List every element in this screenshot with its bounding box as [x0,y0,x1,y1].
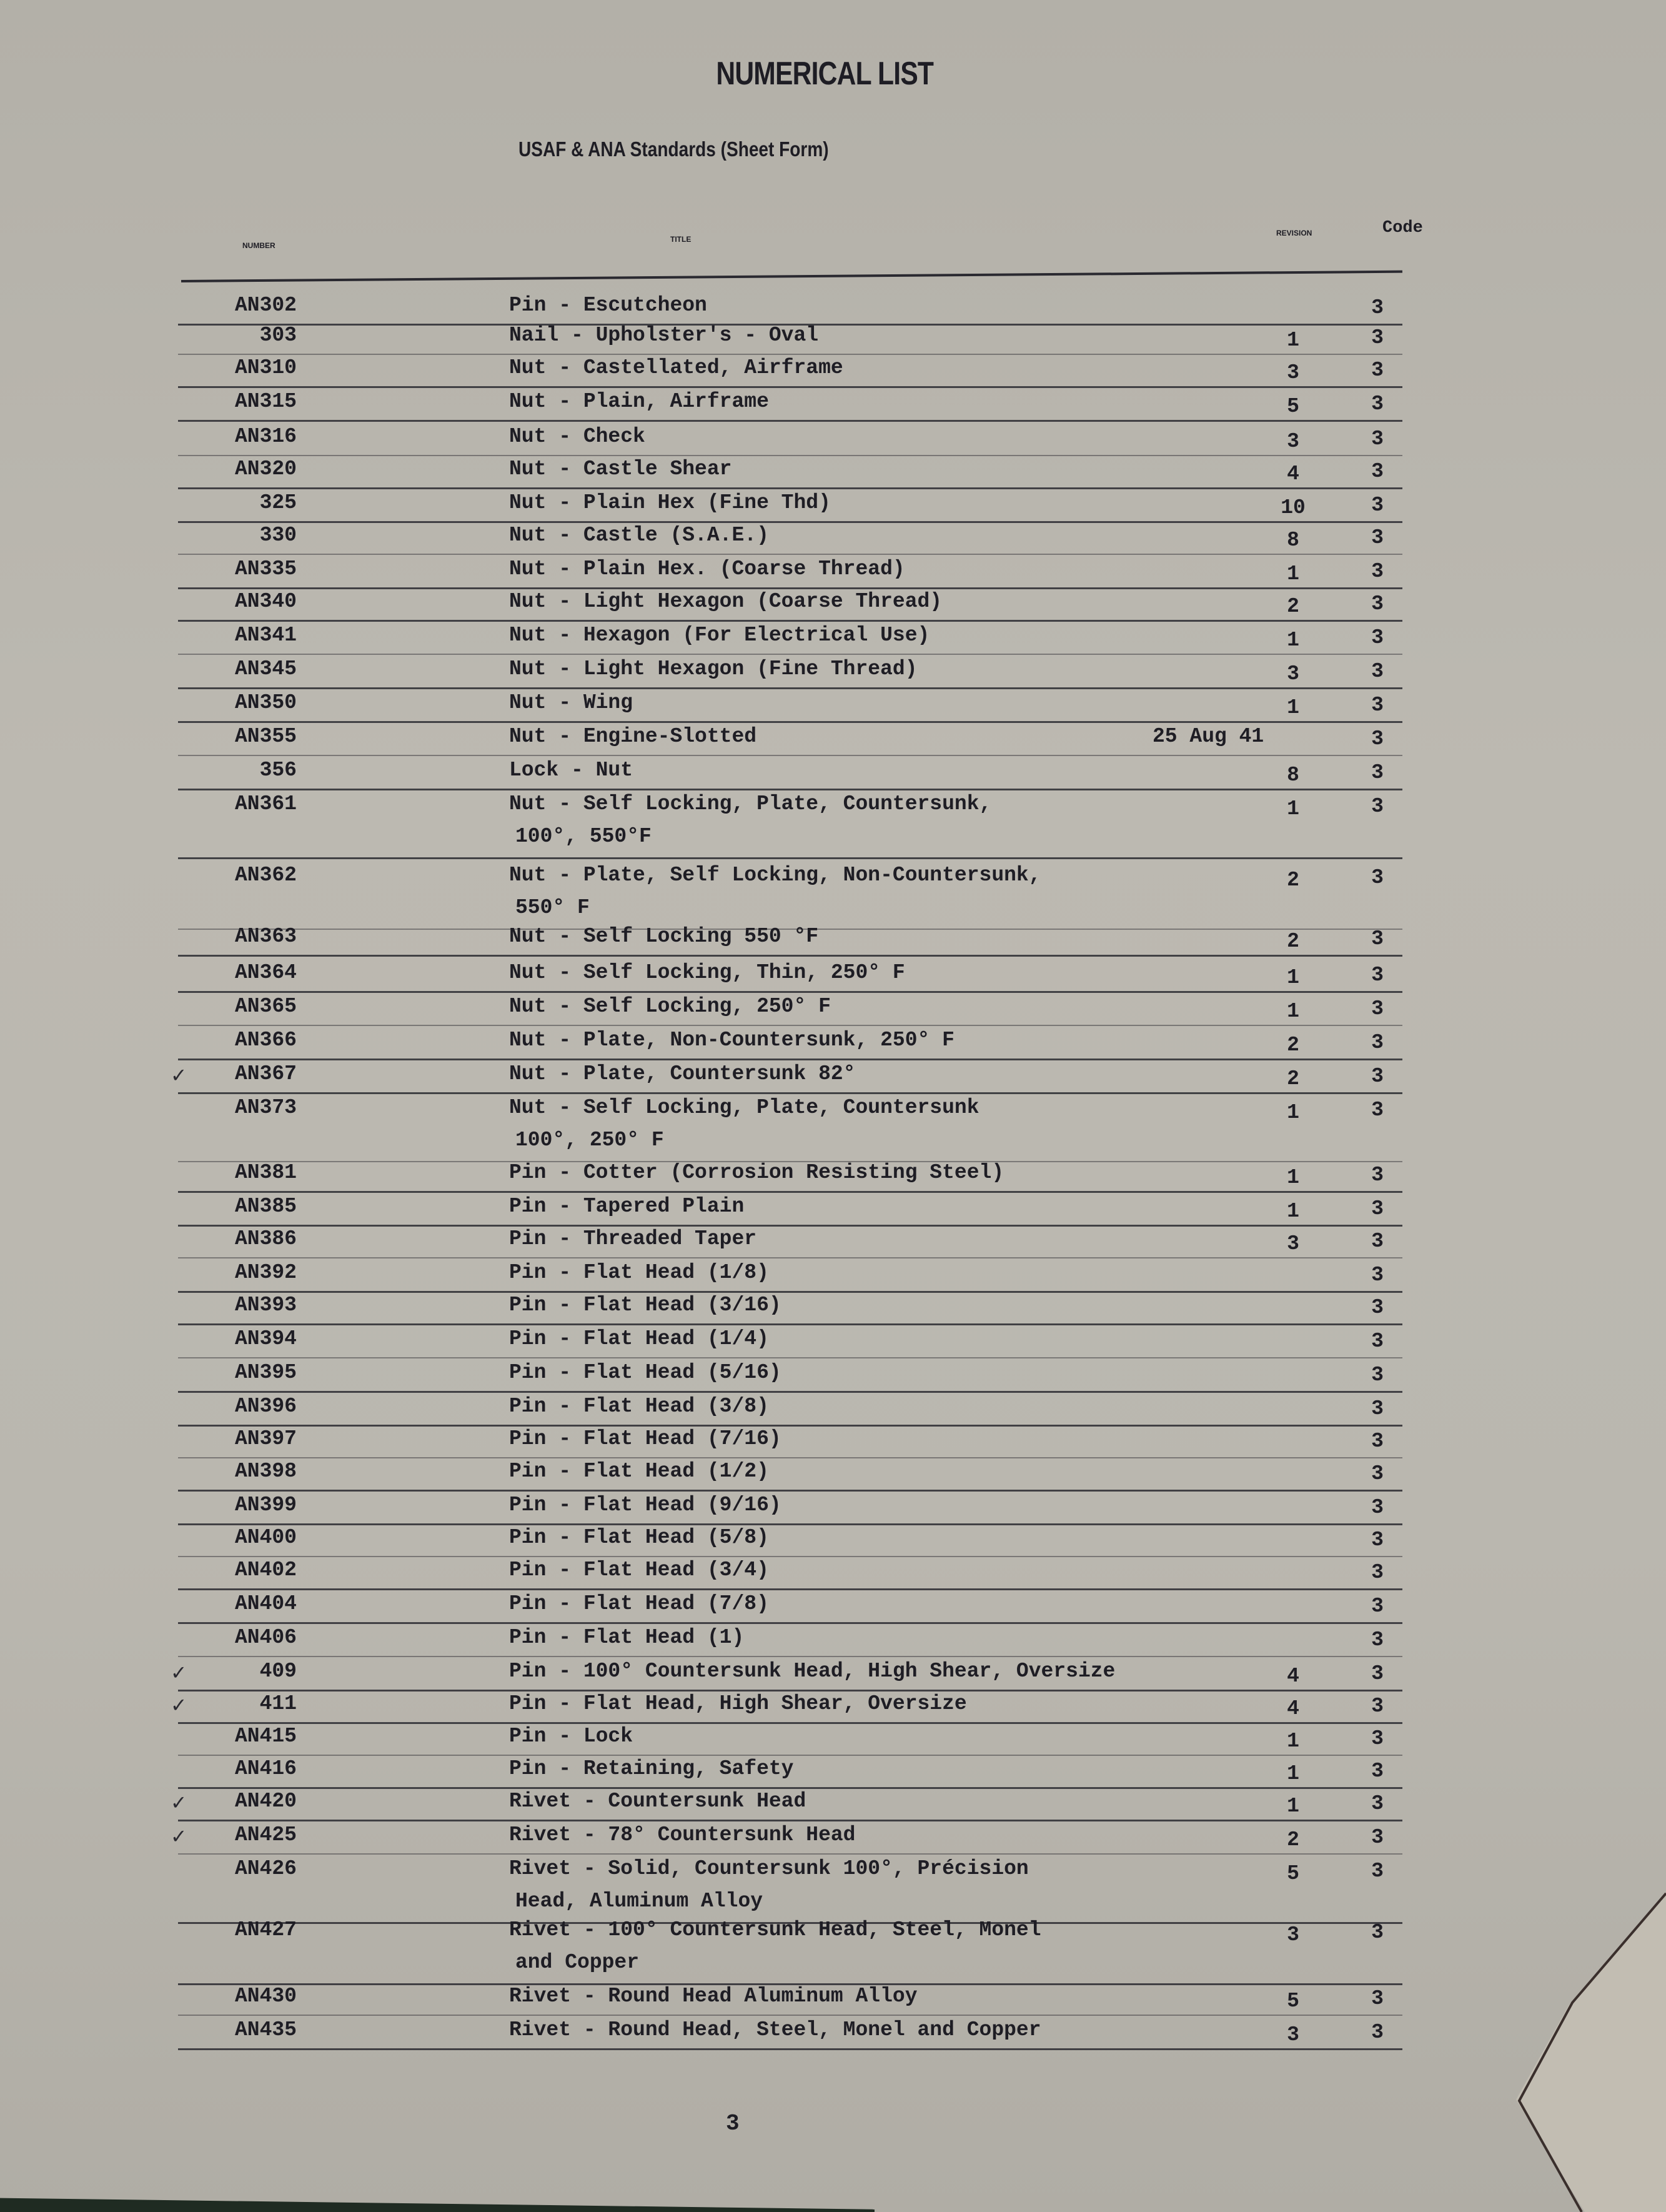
part-number: AN406 [234,1626,297,1649]
part-number: 409 [259,1660,297,1683]
part-number: AN394 [234,1327,297,1350]
row-divider [178,1523,1402,1525]
code-value: 3 [1371,1921,1384,1944]
code-value: 3 [1371,1230,1384,1253]
code-value: 3 [1371,1792,1384,1815]
code-value: 3 [1371,927,1384,950]
part-title: Rivet - Countersunk Head [509,1790,806,1813]
code-value: 3 [1371,1987,1384,2010]
row-divider [178,1787,1402,1789]
code-value: 3 [1371,795,1384,818]
code-value: 3 [1371,997,1384,1020]
code-value: 3 [1371,866,1384,889]
part-number: AN392 [234,1261,297,1284]
part-title-continued: Head, Aluminum Alloy [515,1890,763,1913]
row-divider [178,487,1402,489]
row-divider [178,420,1402,422]
code-value: 3 [1371,359,1384,382]
part-title: Nut - Self Locking, 250° F [509,995,831,1018]
part-title: Nut - Light Hexagon (Coarse Thread) [509,590,943,613]
part-number: AN364 [234,961,297,984]
code-value: 3 [1371,326,1384,349]
column-header-revision: REVISION [1276,229,1312,237]
row-divider [178,1425,1402,1427]
code-value: 3 [1371,761,1384,784]
row-divider [178,1722,1402,1724]
row-divider [178,521,1402,523]
row-divider [178,1656,1402,1657]
part-title: Nut - Light Hexagon (Fine Thread) [509,657,918,680]
part-title: Pin - Flat Head (9/16) [509,1493,781,1517]
revision-number: 3 [1287,1923,1299,1946]
check-mark-icon: ✓ [172,1825,186,1850]
row-divider [178,1257,1402,1258]
part-title: Pin - Flat Head (3/16) [509,1293,781,1317]
part-title-continued: 100°, 250° F [515,1128,664,1152]
row-divider [178,1225,1402,1227]
code-value: 3 [1371,1826,1384,1849]
part-title: Nut - Hexagon (For Electrical Use) [509,624,930,647]
row-divider [178,1191,1402,1193]
part-title: Nail - Upholster's - Oval [509,324,819,347]
part-title: Nut - Self Locking, Thin, 250° F [509,961,905,984]
part-number: AN310 [234,356,297,379]
row-divider [178,1588,1402,1590]
code-value: 3 [1371,660,1384,683]
code-value: 3 [1371,1860,1384,1883]
part-title: Pin - Escutcheon [509,294,707,317]
part-title: Nut - Plate, Countersunk 82° [509,1062,856,1085]
part-title: Nut - Check [509,425,645,448]
code-value: 3 [1371,1727,1384,1750]
row-divider [178,1323,1402,1325]
row-divider [178,955,1402,957]
part-number: AN400 [234,1526,297,1549]
part-title: Pin - Retaining, Safety [509,1757,794,1780]
code-value: 3 [1371,1296,1384,1319]
code-value: 3 [1371,1263,1384,1287]
part-number: AN393 [234,1293,297,1317]
code-value: 3 [1371,1628,1384,1652]
part-number: AN404 [234,1592,297,1615]
row-divider [178,620,1402,622]
part-number: AN397 [234,1427,297,1450]
part-title: Nut - Plain, Airframe [509,390,769,413]
row-divider [178,1490,1402,1492]
part-title: Pin - Flat Head (1) [509,1626,745,1649]
code-value: 3 [1371,427,1384,451]
revision-number: 4 [1287,462,1299,486]
code-value: 3 [1371,1662,1384,1685]
column-header-number: NUMBER [242,241,275,250]
part-number: AN362 [234,864,297,887]
part-number: AN365 [234,995,297,1018]
code-value: 3 [1371,1760,1384,1783]
revision-number: 1 [1287,1730,1299,1753]
code-value: 3 [1371,1561,1384,1584]
code-value: 3 [1371,1528,1384,1552]
revision-number: 2 [1287,930,1299,953]
revision-number: 4 [1287,1665,1299,1688]
part-number: AN426 [234,1857,297,1880]
revision-number: 3 [1287,2023,1299,2046]
part-title: Rivet - 100° Countersunk Head, Steel, Monel [509,1918,1041,1941]
part-number: 325 [259,491,297,514]
row-divider [178,354,1402,355]
part-number: AN386 [234,1227,297,1250]
part-number: AN416 [234,1757,297,1780]
part-number: 303 [259,324,297,347]
row-divider [178,1059,1402,1060]
check-mark-icon: ✓ [172,1693,186,1719]
part-number: AN385 [234,1195,297,1218]
revision-number: 1 [1287,696,1299,719]
revision-number: 5 [1287,395,1299,418]
page-subtitle: USAF & ANA Standards (Sheet Form) [518,137,829,161]
part-number: AN367 [234,1062,297,1085]
part-title: Pin - Flat Head (3/4) [509,1558,769,1582]
page-title: NUMERICAL LIST [716,56,934,92]
part-title: Rivet - Round Head Aluminum Alloy [509,1985,918,2008]
revision-number: 1 [1287,1166,1299,1189]
code-value: 3 [1371,392,1384,416]
revision-number: 2 [1287,1828,1299,1851]
revision-number: 8 [1287,529,1299,552]
row-divider [178,1092,1402,1094]
row-divider [178,386,1402,388]
part-number: AN373 [234,1096,297,1119]
part-number: AN430 [234,1985,297,2008]
part-title: Nut - Self Locking, Plate, Countersunk [509,1096,979,1119]
code-value: 3 [1371,964,1384,987]
revision-number: 1 [1287,1000,1299,1023]
part-number: AN302 [234,294,297,317]
code-value: 3 [1371,560,1384,583]
part-title: Rivet - 78° Countersunk Head [509,1823,856,1846]
part-number: AN427 [234,1918,297,1941]
code-value: 3 [1371,1099,1384,1122]
row-divider [178,789,1402,790]
part-number: AN320 [234,457,297,481]
code-value: 3 [1371,1397,1384,1420]
revision-number: 2 [1287,595,1299,618]
row-divider [178,455,1402,456]
part-number: 356 [259,759,297,782]
code-value: 3 [1371,1695,1384,1718]
part-number: AN415 [234,1725,297,1748]
part-title-continued: 100°, 550°F [515,825,652,848]
row-divider [178,2048,1402,2050]
code-value: 3 [1371,1330,1384,1353]
part-title: Pin - Flat Head (3/8) [509,1395,769,1418]
code-value: 3 [1371,1065,1384,1088]
revision-number: 10 [1281,496,1306,519]
part-title: Pin - Flat Head (1/4) [509,1327,769,1350]
part-title: Nut - Plain Hex. (Coarse Thread) [509,557,905,580]
part-number: AN355 [234,725,297,748]
part-number: AN420 [234,1790,297,1813]
part-title: Pin - Threaded Taper [509,1227,757,1250]
part-title: Rivet - Round Head, Steel, Monel and Copper [509,2018,1041,2041]
part-title: Pin - Flat Head (5/8) [509,1526,769,1549]
part-title: Pin - Flat Head (5/16) [509,1361,781,1384]
part-title: Nut - Castle (S.A.E.) [509,524,769,547]
row-divider [178,1622,1402,1624]
row-divider [178,1391,1402,1393]
part-title: Pin - Flat Head (1/2) [509,1460,769,1483]
part-title: Pin - Flat Head, High Shear, Oversize [509,1692,967,1715]
part-title: Nut - Self Locking, Plate, Countersunk, [509,792,992,815]
row-divider [178,1357,1402,1358]
revision-number: 1 [1287,1762,1299,1785]
code-value: 3 [1371,727,1384,750]
revision-date: 25 Aug 41 [1153,725,1264,748]
code-value: 3 [1371,1363,1384,1387]
revision-number: 3 [1287,1232,1299,1255]
row-divider [178,2015,1402,2016]
part-title: Lock - Nut [509,759,633,782]
revision-number: 1 [1287,797,1299,820]
row-divider [178,654,1402,655]
part-number: AN341 [234,624,297,647]
part-number: AN315 [234,390,297,413]
revision-number: 2 [1287,1067,1299,1090]
row-divider [178,1457,1402,1458]
part-number: AN398 [234,1460,297,1483]
row-divider [178,1853,1402,1855]
row-divider [178,1025,1402,1026]
part-title: Nut - Castellated, Airframe [509,356,843,379]
part-title: Pin - Cotter (Corrosion Resisting Steel) [509,1161,1004,1184]
row-divider [178,1690,1402,1691]
part-number: AN425 [234,1823,297,1846]
part-title: Pin - Flat Head (7/16) [509,1427,781,1450]
row-divider [178,755,1402,756]
revision-number: 1 [1287,1101,1299,1124]
code-value: 3 [1371,494,1384,517]
part-title: Nut - Wing [509,691,633,714]
check-mark-icon: ✓ [172,1791,186,1816]
check-mark-icon: ✓ [172,1661,186,1686]
row-divider [178,991,1402,993]
part-title: Nut - Plate, Self Locking, Non-Countersunk, [509,864,1041,887]
part-number: AN381 [234,1161,297,1184]
part-title: Pin - Flat Head (7/8) [509,1592,769,1615]
row-divider [178,721,1402,723]
revision-number: 1 [1287,1795,1299,1818]
part-number: AN396 [234,1395,297,1418]
revision-number: 5 [1287,1862,1299,1885]
revision-number: 5 [1287,1990,1299,2013]
part-number: AN363 [234,925,297,948]
row-divider [178,1291,1402,1293]
code-value: 3 [1371,1197,1384,1220]
code-value: 3 [1371,1430,1384,1453]
revision-number: 1 [1287,562,1299,585]
part-number: AN345 [234,657,297,680]
part-number: AN361 [234,792,297,815]
revision-number: 2 [1287,869,1299,892]
code-value: 3 [1371,626,1384,649]
folded-corner-icon [1441,1837,1666,2212]
row-divider [178,1820,1402,1821]
part-title: Pin - 100° Countersunk Head, High Shear, Oversize [509,1660,1116,1683]
revision-number: 3 [1287,662,1299,685]
revision-number: 1 [1287,966,1299,989]
part-number: 411 [259,1692,297,1715]
code-value: 3 [1371,296,1384,319]
code-value: 3 [1371,1496,1384,1519]
part-number: AN399 [234,1493,297,1517]
part-title-continued: and Copper [515,1951,640,1974]
code-value: 3 [1371,1462,1384,1485]
code-value: 3 [1371,1595,1384,1618]
part-title: Nut - Castle Shear [509,457,732,481]
check-mark-icon: ✓ [172,1064,186,1089]
row-divider [178,687,1402,689]
revision-number: 3 [1287,361,1299,384]
part-number: AN316 [234,425,297,448]
part-number: AN366 [234,1029,297,1052]
revision-number: 4 [1287,1697,1299,1720]
part-title: Nut - Self Locking 550 °F [509,925,819,948]
row-divider [178,554,1402,555]
part-number: AN350 [234,691,297,714]
part-title: Nut - Engine-Slotted [509,725,757,748]
code-value: 3 [1371,1163,1384,1187]
part-number: AN435 [234,2018,297,2041]
revision-number: 2 [1287,1034,1299,1057]
part-title: Rivet - Solid, Countersunk 100°, Précision [509,1857,1029,1880]
revision-number: 8 [1287,764,1299,787]
revision-number: 1 [1287,329,1299,352]
part-title: Pin - Tapered Plain [509,1195,745,1218]
code-value: 3 [1371,2021,1384,2044]
column-header-code: Code [1382,219,1423,237]
code-value: 3 [1371,1031,1384,1054]
code-value: 3 [1371,592,1384,615]
code-value: 3 [1371,526,1384,549]
page-number: 3 [726,2111,740,2136]
part-title: Nut - Plate, Non-Countersunk, 250° F [509,1029,954,1052]
part-title-continued: 550° F [515,896,590,919]
row-divider [178,1556,1402,1557]
row-divider [178,1755,1402,1756]
revision-number: 1 [1287,629,1299,652]
revision-number: 3 [1287,430,1299,453]
part-number: AN335 [234,557,297,580]
row-divider [178,857,1402,859]
column-header-title: TITLE [670,235,692,244]
code-value: 3 [1371,694,1384,717]
code-value: 3 [1371,460,1384,483]
part-title: Pin - Flat Head (1/8) [509,1261,769,1284]
part-number: 330 [259,524,297,547]
part-number: AN340 [234,590,297,613]
row-divider [178,587,1402,589]
part-number: AN402 [234,1558,297,1582]
revision-number: 1 [1287,1200,1299,1223]
part-number: AN395 [234,1361,297,1384]
part-title: Nut - Plain Hex (Fine Thd) [509,491,831,514]
part-title: Pin - Lock [509,1725,633,1748]
